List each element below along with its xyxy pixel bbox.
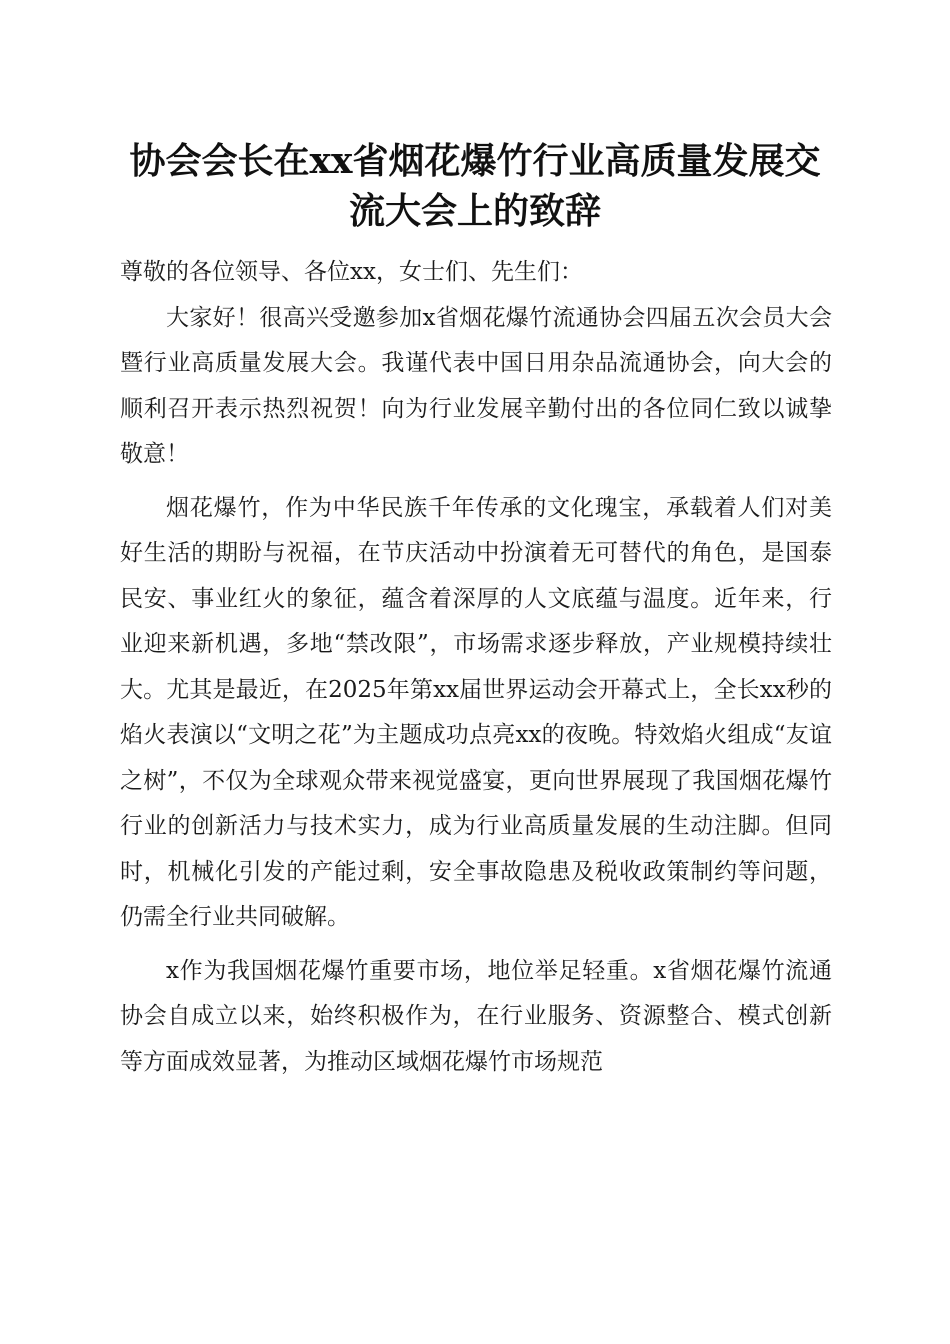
- document-title: [100, 136, 850, 236]
- paragraph-provincial-market: x作为我国烟花爆竹重要市场，地位举足轻重。x省烟花爆竹流通协会自成立以来，始终积极作为，在行业服务、资源整合、模式创新等方面成效显著，为推动区域烟花爆竹市场规范: [120, 957, 832, 1075]
- document-body: [120, 250, 832, 1085]
- salutation: 尊敬的各位领导、各位xx，女士们、先生们：: [120, 259, 583, 285]
- paragraph-greeting: 大家好！很高兴受邀参加x省烟花爆竹流通协会四届五次会员大会暨行业高质量发展大会。我谨代表中国日用杂品流通协会，向大会的顺利召开表示热烈祝贺！向为行业发展辛勤付出的各位同仁致以诚挚敬意！: [120, 304, 832, 467]
- title-line-2: 流大会上的致辞: [348, 190, 601, 232]
- paragraph-fireworks-culture: 烟花爆竹，作为中华民族千年传承的文化瑰宝，承载着人们对美好生活的期盼与祝福，在节庆活动中扮演着无可替代的角色，是国泰民安、事业红火的象征，蕴含着深厚的人文底蕴与温度。近年来，行业迎来新机遇，多地“禁改限”，市场需求逐步释放，产业规模持续壮大。尤其是最近，在2025年第xx届世界运动会开幕式上，全长xx秒的焰火表演以“文明之花”为主题成功点亮xx的夜晚。特效焰火组成“友谊之树”，不仅为全球观众带来视觉盛宴，更向世界展现了我国烟花爆竹行业的创新活力与技术实力，成为行业高质量发展的生动注脚。但同时，机械化引发的产能过剩，安全事故隐患及税收政策制约等问题，仍需全行业共同破解。: [120, 494, 832, 930]
- title-line-1: 协会会长在xx省烟花爆竹行业高质量发展交: [129, 140, 821, 182]
